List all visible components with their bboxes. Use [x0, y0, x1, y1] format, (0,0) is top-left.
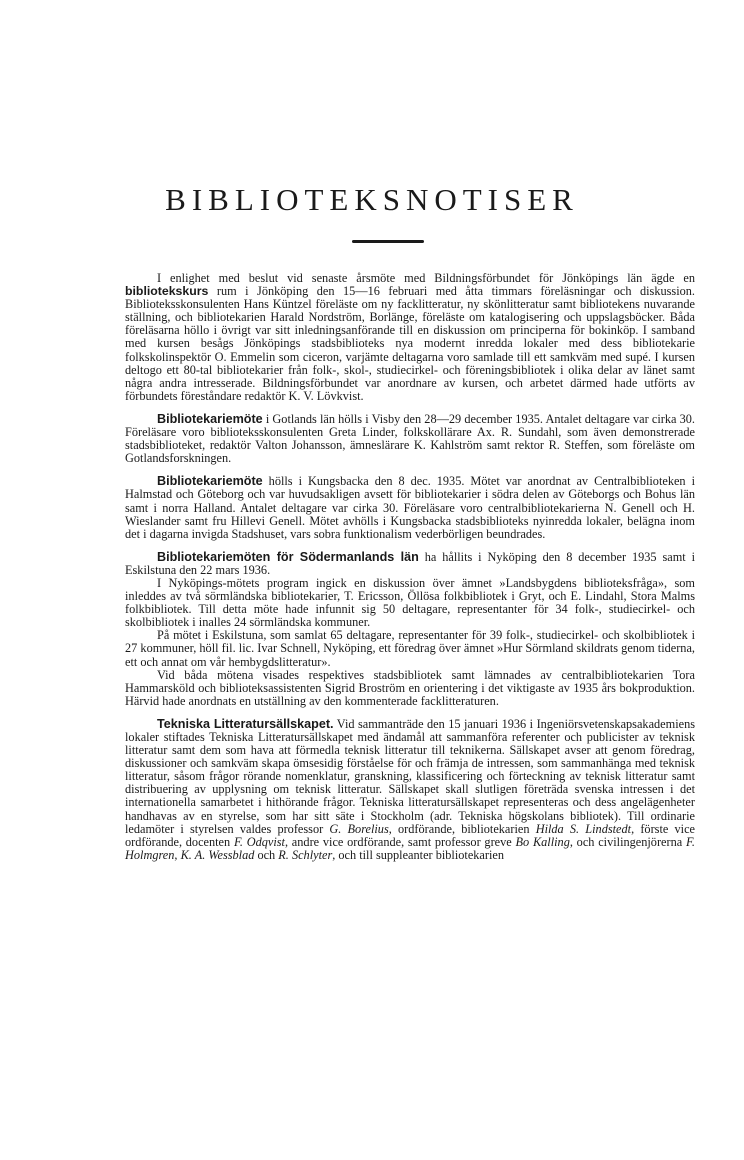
- paragraph-text: ,: [174, 847, 181, 862]
- paragraph-nykoping: I Nyköpings-mötets program ingick en diskussion över ämnet »Landsbygdens biblioteksfråga», som inleddes av två sörmländska bibliotekarier, T. Ericsson, Öllösa folkbibliotek i Gryt, och E. Lindahl, Stora Malms folkbibliotek. Till detta möte hade infunnit sig 50 deltagare, representanter för 34 folk-, studiecirkel- och skolbibliotek i inalles 24 sörmländska kommuner.: [125, 575, 695, 630]
- person-name: G. Borelius: [329, 821, 389, 836]
- article-body: [125, 272, 695, 872]
- section-heading: Tekniska Litteratursällskapet.: [157, 716, 334, 731]
- paragraph-kungsbacka: [125, 475, 695, 540]
- section-heading: Bibliotekariemöten för Södermanlands län: [157, 549, 419, 564]
- paragraph-text: I enlighet med beslut vid senaste årsmöte med Bildningsförbundet för Jönköpings län ägde en: [157, 271, 695, 285]
- section-heading: Bibliotekariemöte: [157, 411, 263, 426]
- paragraph-text: , andre vice ordförande, samt professor greve: [284, 834, 516, 849]
- paragraph-gotland: [125, 413, 695, 465]
- person-name: Bo Kalling: [515, 834, 570, 849]
- paragraph-text: Vid sammanträde den 15 januari 1936 i Ingeniörsvetenskapsakademiens lokaler stiftades Tekniska Litteratursällskapet med ändamål att sammanföra referenter och publicister av teknisk litteratur samt dem som hava att förmedla teknisk litteratur till teknikerna. Sällskapet avser att genom föredrag, diskussioner och samkväm skapa ömsesidig förståelse för och främja de intressen, som sammanhänga med teknisk litteratur, såsom frågor rörande nomenklatur, granskning, klassificering och förteckning av teknisk litteratur samt distribuering av upplysning om teknisk litteratur. Sällskapet skall slutligen företräda svenska intressen i det internationella samarbetet i hithörande frågor. Tekniska litteratursällskapet representeras och dess angelägenheter handhavas av en styrelse, som har sitt säte i Stockholm (adr. Tekniska högskolans bibliotek). Till ordinarie ledamöter i styrelsen valdes professor: [125, 716, 696, 836]
- person-name: Hilda S. Lindstedt: [535, 821, 632, 836]
- title-divider: [352, 240, 424, 243]
- paragraph-bokproduktion: Vid båda mötena visades respektives stadsbibliotek samt lämnades av centralbibliotekarien Tora Hammarsköld och biblioteksassistenten Sigrid Broström en orientering i det viktigaste av 1935 års bokproduktion. Härvid hade anordnats en utställning av den kommenterade facklitteraturen.: [125, 667, 695, 708]
- paragraph-eskilstuna: På mötet i Eskilstuna, som samlat 65 deltagare, representanter för 39 folk-, studiecirkel- och skolbibliotek i 27 kommuner, höll fil. lic. Ivar Schnell, Nyköping, ett föredrag över ämnet »Hur Sörmland skildrats genom tiderna, ett och annat om vår hembygdslitteratur».: [125, 628, 695, 669]
- section-heading: Bibliotekariemöte: [157, 474, 263, 489]
- person-name: R. Schlyter: [278, 847, 333, 862]
- paragraph-text: , och civilingenjörerna: [569, 834, 686, 849]
- page-title: BIBLIOTEKSNOTISER: [165, 182, 579, 217]
- paragraph-text: hölls i Kungsbacka den 8 dec. 1935. Mötet var anordnat av Centralbiblioteken i Halmstad och Göteborg och var huvudsakligen avsett för bibliotekarier i södra delen av Göteborgs och Bohus län samt i norra Halland. Antalet deltagare var cirka 30. Föreläsare voro centralbibliotekarierna N. Genell och H. Wieslander samt fru Hillevi Genell. Mötet avhölls i Kungsbacka stadsbiblioteks nyinredda lokaler, belägna inom det i dagarna invigda Stadshuset, vars sobra funktionalism vederbörligen beundrades.: [125, 474, 695, 541]
- paragraph-text: ha hållits i Nyköping den 8 december 1935 samt i Eskilstuna den 22 mars 1936.: [125, 549, 696, 577]
- paragraph-text: i Gotlands län hölls i Visby den 28—29 december 1935. Antalet deltagare var cirka 30. Föreläsare voro biblioteksskonsulenten Greta Linder, folkskollärare Ax. R. Sundahl, som även demonstrerade stadsbiblioteket, redaktör Valton Johansson, ämneslärare K. Kahlström samt rektor R. Steffen, som föreläste om Gotlandsforskningen.: [125, 411, 695, 466]
- person-name: F. Holmgren: [125, 834, 695, 862]
- paragraph-text: , och till suppleanter bibliotekarien: [332, 847, 505, 862]
- paragraph-text: , ordförande, bibliotekarien: [388, 821, 536, 836]
- paragraph-text: , förste vice ordförande, docenten: [125, 821, 695, 849]
- keyword-bibliotekskurs: bibliotekskurs: [125, 284, 209, 299]
- person-name: F. Odqvist: [233, 834, 285, 849]
- paragraph-text: och: [254, 847, 279, 862]
- paragraph-bibliotekskurs: [125, 272, 695, 403]
- paragraph-text: rum i Jönköping den 15—16 februari med åtta timmars föreläsningar och diskussion. Biblioteksskonsulenten Hans Küntzel föreläste om ny facklitteratur, ny skönlitteratur samt bibliotekens nuvarande ställning, och bibliotekarien Harald Nordström, Borlänge, föreläste om katalogisering och uppslagsböcker. Båda föreläsarna höllo i övrigt var sitt inledningsanförande till en diskussion om principerna för bokinköp. I samband med kursen besågs Jönköpings stadsbiblioteks nya modernt inredda lokaler med dess bibliotekarie folkskolinspektör O. Emmelin som ciceron, varjämte deltagarna voro samlade till ett samkväm med supé. I kursen deltogo ett 80-tal bibliotekarier från folk-, skol-, studiecirkel- och föreningsbibliotek i olika delar av länet samt några andra intresserade. Bildningsförbundet var anordnare av kursen, och arbetet därmed hade utförts av förbundets föreståndare redaktör K. V. Lövkvist.: [125, 284, 695, 403]
- person-name: K. A. Wessblad: [180, 847, 255, 862]
- paragraph-sodermanland: [125, 551, 695, 577]
- paragraph-tekniska: [125, 718, 695, 862]
